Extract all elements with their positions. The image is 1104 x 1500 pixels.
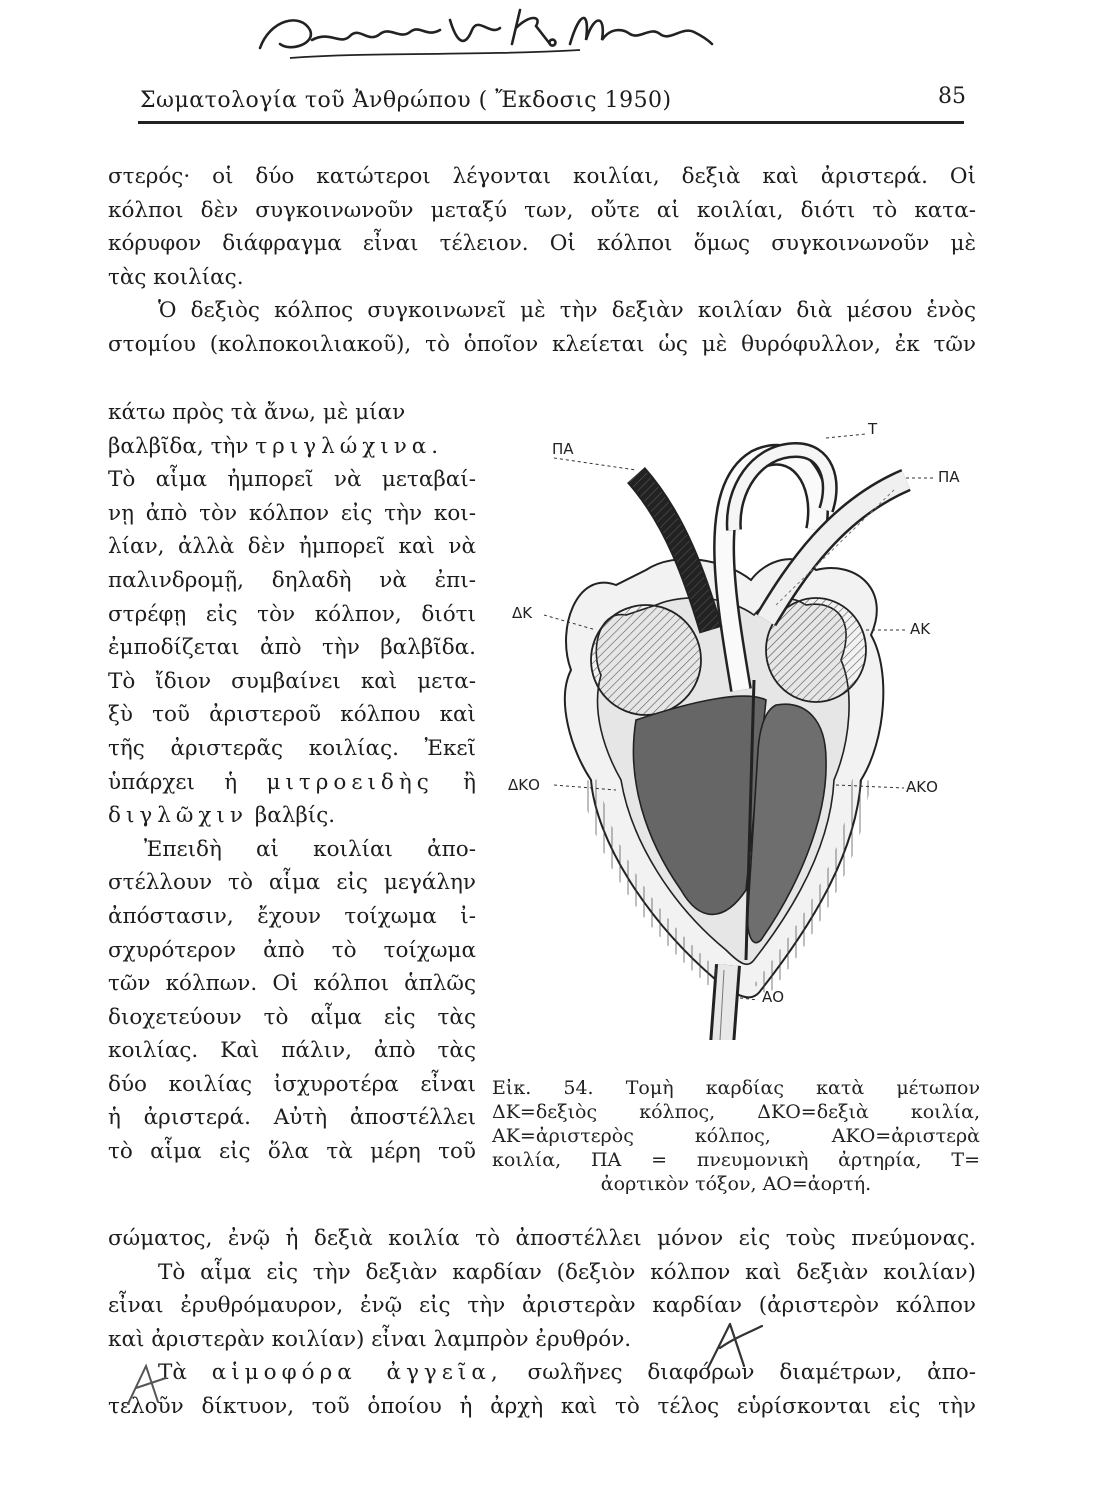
- label-t: Τ: [868, 420, 878, 438]
- text-line: Ὁ δεξιὸς κόλπος συγκοινωνεῖ μὲ τὴν δεξιὰν κοιλίαν διὰ μέσου ἑνὸς: [158, 298, 976, 324]
- caption-line: κοιλία, ΠΑ = πνευμονικὴ ἀρτηρία, Τ=: [492, 1149, 980, 1171]
- text-line: στρέφῃ εἰς τὸν κόλπον, διότι: [108, 601, 476, 627]
- heart-section-figure: [496, 420, 986, 1040]
- text-line: κόλποι δὲν συγκοινωνοῦν μεταξύ των, οὔτε αἱ κοιλίαι, διότι τὸ κατα-: [108, 197, 976, 223]
- left-column-text: [108, 396, 476, 1169]
- text-line: Τὸ αἷμα ἠμπορεῖ νὰ μεταβαί-: [108, 467, 476, 493]
- heart-diagram: [496, 420, 986, 1040]
- text-line: στέλλουν τὸ αἷμα εἰς μεγάλην: [108, 870, 476, 896]
- caption-line: ΑΚ=ἀριστερὸς κόλπος, ΑΚΟ=ἀριστερὰ: [492, 1125, 980, 1147]
- text-line: τῶν κόλπων. Οἱ κόλποι ἁπλῶς: [108, 971, 476, 997]
- text-line: Τὰ αἱμοφόρα ἀγγεῖα, σωλῆνες διαφόρων διαμέτρων, ἀπο-: [158, 1360, 976, 1386]
- text-line: Ἐπειδὴ αἱ κοιλίαι ἀπο-: [144, 836, 476, 862]
- text-line: τελοῦν δίκτυον, τοῦ ὁποίου ἡ ἀρχὴ καὶ τὸ τέλος εὑρίσκονται εἰς τὴν: [108, 1393, 976, 1419]
- text-line: βαλβῖδα, τὴν τριγλώχινα.: [108, 433, 444, 459]
- text-line: τὰς κοιλίας.: [108, 264, 244, 290]
- figure-caption: [492, 1076, 980, 1196]
- text-line: ὑπάρχει ἡ μιτροειδὴς ἢ: [108, 769, 476, 795]
- text-line: σώματος, ἐνῷ ἡ δεξιὰ κοιλία τὸ ἀποστέλλει μόνον εἰς τοὺς πνεύμονας.: [108, 1226, 976, 1251]
- label-dko: ΔΚΟ: [508, 776, 540, 794]
- caption-line: ἀορτικὸν τόξον, ΑΟ=ἀορτή.: [600, 1173, 872, 1195]
- text-line: στερός· οἱ δύο κατώτεροι λέγονται κοιλίαι, δεξιὰ καὶ ἀριστερά. Οἱ: [108, 164, 976, 189]
- label-dk: ΔΚ: [512, 604, 533, 622]
- right-atrium: [591, 605, 701, 715]
- text-line: ἡ ἀριστερά. Αὐτὴ ἀποστέλλει: [108, 1105, 476, 1131]
- closing-paragraphs: [108, 1222, 976, 1424]
- text-line: νῃ ἀπὸ τὸν κόλπον εἰς τὴν κοι-: [108, 500, 476, 526]
- running-header-title: Σωματολογία τοῦ Ἀνθρώπου ( Ἔκδοσις 1950): [140, 88, 672, 113]
- handwritten-signature: [250, 0, 720, 70]
- text-line: τῆς ἀριστερᾶς κοιλίας. Ἐκεῖ: [108, 735, 476, 761]
- label-pa-right: ΠΑ: [938, 468, 960, 486]
- text-line: κάτω πρὸς τὰ ἄνω, μὲ μίαν: [108, 400, 406, 425]
- caption-line: ΔΚ=δεξιὸς κόλπος, ΔΚΟ=δεξιὰ κοιλία,: [492, 1101, 980, 1123]
- text-line: διγλῶχιν βαλβίς.: [108, 803, 336, 829]
- label-ako: ΑΚΟ: [906, 778, 938, 796]
- text-line: ἐμποδίζεται ἀπὸ τὴν βαλβῖδα.: [108, 635, 476, 661]
- text-line: εἶναι ἐρυθρόμαυρον, ἐνῷ εἰς τὴν ἀριστερὰν καρδίαν (ἀριστερὸν κόλπον: [108, 1293, 976, 1319]
- header-rule: [138, 121, 964, 124]
- caption-line: Εἰκ. 54. Τομὴ καρδίας κατὰ μέτωπον: [492, 1077, 980, 1099]
- text-line: καὶ ἀριστερὰν κοιλίαν) εἶναι λαμπρὸν ἐρυθρόν.: [108, 1326, 632, 1352]
- text-line: διοχετεύουν τὸ αἷμα εἰς τὰς: [108, 1004, 476, 1030]
- text-line: Τὸ αἷμα εἰς τὴν δεξιὰν καρδίαν (δεξιὸν κόλπον καὶ δεξιὰν κοιλίαν): [158, 1259, 976, 1285]
- text-line: τὸ αἷμα εἰς ὅλα τὰ μέρη τοῦ: [108, 1139, 476, 1165]
- text-line: Τὸ ἴδιον συμβαίνει καὶ μετα-: [108, 668, 476, 694]
- text-line: στομίου (κολποκοιλιακοῦ), τὸ ὁποῖον κλείεται ὡς μὲ θυρόφυλλον, ἐκ τῶν: [108, 331, 976, 357]
- page-number: 85: [938, 84, 966, 109]
- text-line: κοιλίας. Καὶ πάλιν, ἀπὸ τὰς: [108, 1038, 476, 1064]
- text-line: κόρυφον διάφραγμα εἶναι τέλειον. Οἱ κόλποι ὅμως συγκοινωνοῦν μὲ: [108, 231, 976, 257]
- text-line: δύο κοιλίας ἰσχυροτέρα εἶναι: [108, 1071, 476, 1097]
- pencil-mark-icon: [118, 1360, 178, 1410]
- text-line: ξὺ τοῦ ἀριστεροῦ κόλπου καὶ: [108, 702, 476, 728]
- pencil-mark-icon: [700, 1318, 770, 1378]
- text-line: παλινδρομῇ, δηλαδὴ νὰ ἐπι-: [108, 567, 476, 593]
- text-line: ἀπόστασιν, ἔχουν τοίχωμα ἰ-: [108, 903, 476, 929]
- label-ao: ΑΟ: [762, 988, 785, 1006]
- label-ak: ΑΚ: [910, 620, 931, 638]
- text-line: σχυρότερον ἀπὸ τὸ τοίχωμα: [108, 937, 476, 963]
- label-pa-left: ΠΑ: [552, 440, 574, 458]
- intro-paragraph: [108, 160, 976, 362]
- text-line: λίαν, ἀλλὰ δὲν ἠμπορεῖ καὶ νὰ: [108, 534, 476, 560]
